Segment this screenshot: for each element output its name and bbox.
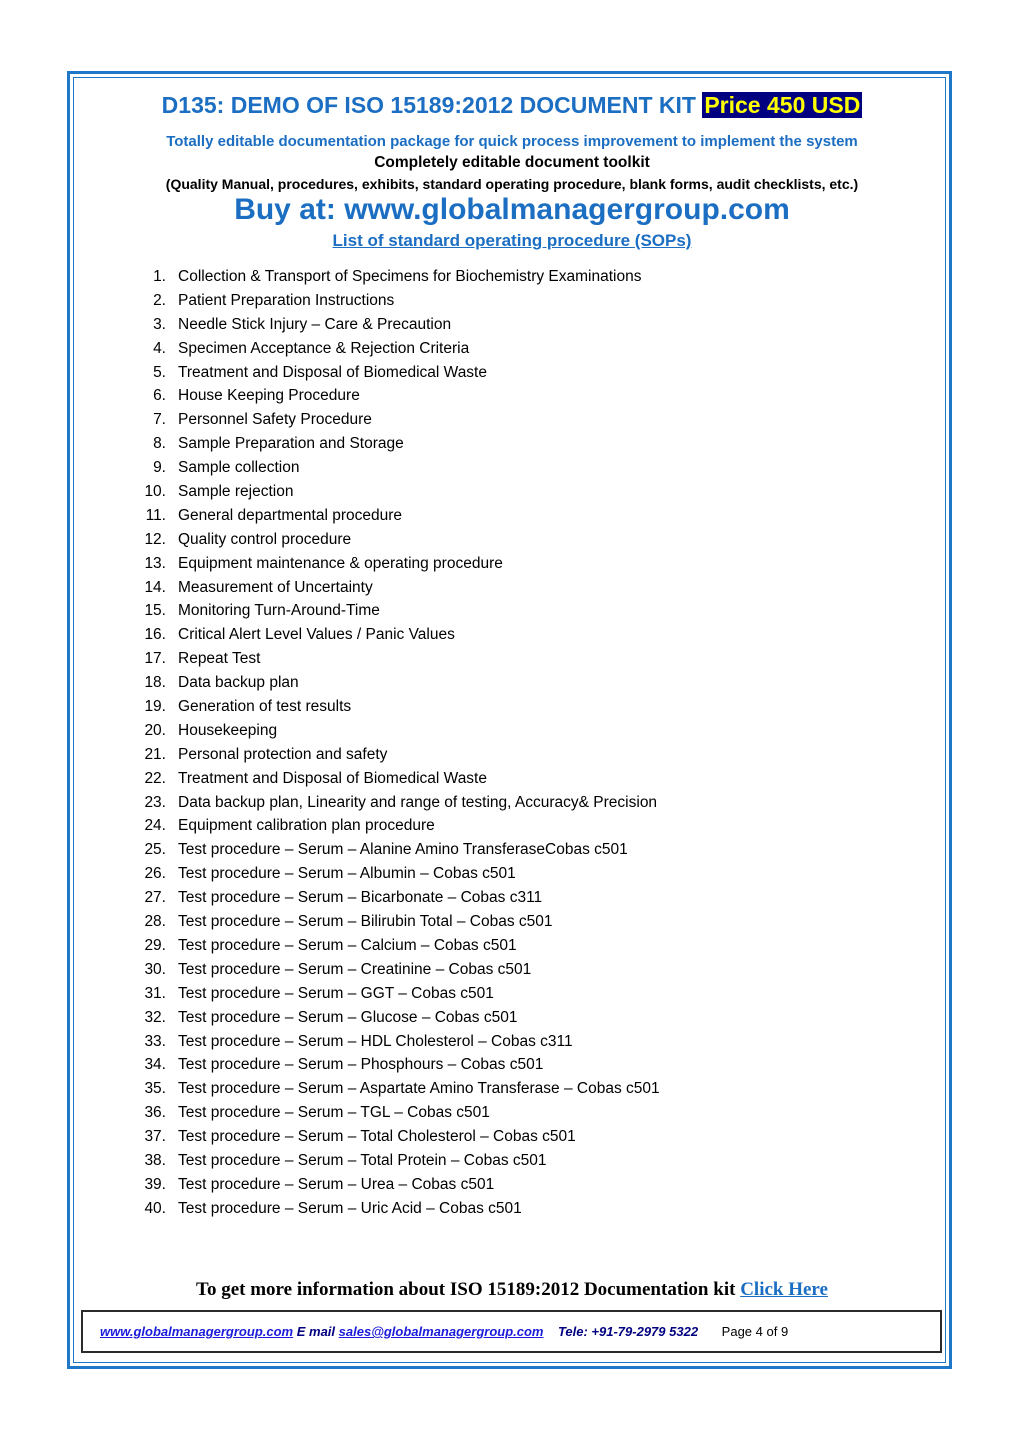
sop-number: 5. [153,363,166,381]
sop-number: 39. [144,1175,166,1193]
sop-list-item [130,1030,660,1054]
sop-number: 32. [144,1008,166,1026]
sop-list-item [130,1077,660,1101]
sop-title: Test procedure – Serum – Urea – Cobas c501 [178,1175,495,1193]
sop-number: 19. [144,698,166,716]
sop-title: Treatment and Disposal of Biomedical Waste [178,363,487,381]
page-title [0,92,1024,119]
sop-list-item [130,432,660,456]
sop-number: 23. [144,793,166,811]
sop-number: 12. [144,530,166,548]
more-info-line [0,1279,1024,1301]
sop-number: 34. [144,1056,166,1074]
sop-title: Data backup plan [178,674,299,692]
sop-title: Measurement of Uncertainty [178,578,373,596]
sop-list-item [130,552,660,576]
sop-number: 13. [144,554,166,572]
sop-list-item [130,838,660,862]
sop-list-item [130,528,660,552]
sop-title: Treatment and Disposal of Biomedical Waste [178,769,487,787]
sop-title: Test procedure – Serum – Alanine Amino TransferaseCobas c501 [178,841,628,859]
sop-title: General departmental procedure [178,506,403,524]
sop-number: 9. [153,459,166,477]
sop-list-item [130,408,660,432]
sop-number: 17. [144,650,166,668]
sop-title: Personal protection and safety [178,745,388,763]
sop-number: 6. [153,387,166,405]
sop-list-item [130,384,660,408]
footer-website-link[interactable]: www.globalmanagergroup.com [100,1324,294,1339]
subtitle-toolkit: Completely editable document toolkit [374,154,650,171]
sop-title: Equipment maintenance & operating procedure [178,554,503,572]
sop-title: Test procedure – Serum – Aspartate Amino Transferase – Cobas c501 [178,1080,660,1098]
sop-list-title[interactable]: List of standard operating procedure (SOPs) [332,231,692,250]
sop-title: Test procedure – Serum – Bicarbonate – Cobas c311 [178,889,543,907]
sop-list-item [130,910,660,934]
sop-number: 7. [153,411,166,429]
sop-number: 11. [145,506,166,524]
page-number: Page 4 of 9 [721,1324,789,1339]
sop-number: 8. [153,435,166,453]
sop-list-item [130,767,660,791]
footer-email-link[interactable]: sales@globalmanagergroup.com [338,1324,544,1339]
sop-number: 1. [153,268,166,285]
sop-number: 10. [144,483,166,501]
sop-title: Test procedure – Serum – Calcium – Cobas c501 [178,936,517,954]
sop-number: 15. [144,602,166,620]
sop-list-item [130,695,660,719]
sop-title: Test procedure – Serum – TGL – Cobas c501 [178,1104,490,1122]
sop-number: 35. [144,1080,166,1098]
sop-list-item [130,1197,660,1221]
sop-number: 31. [144,984,166,1002]
sop-number: 3. [153,315,166,333]
sop-list-item [130,719,660,743]
sop-list-item [130,743,660,767]
sop-title: Test procedure – Serum – Total Protein – Cobas c501 [178,1151,547,1169]
sop-title: Test procedure – Serum – Total Cholesterol – Cobas c501 [178,1128,576,1146]
sop-number: 16. [144,626,166,644]
sop-list-item [130,791,660,815]
sop-number: 36. [144,1104,166,1122]
sop-title: Quality control procedure [178,530,352,548]
sop-number: 38. [144,1151,166,1169]
sop-title: Equipment calibration plan procedure [178,817,435,835]
sop-list-item [130,1149,660,1173]
sop-number: 25. [144,841,166,859]
sop-title: Sample collection [178,459,300,477]
sop-list-item [130,576,660,600]
sop-list [130,265,660,1221]
sop-list-item [130,958,660,982]
sop-list-item [130,1006,660,1030]
more-info-text: To get more information about ISO 15189:2012 Documentation kit [196,1279,736,1300]
footer-email-label: E mail [296,1324,336,1339]
sop-list-item [130,862,660,886]
footer [100,1324,788,1339]
sop-list-item [130,647,660,671]
sop-title: Test procedure – Serum – HDL Cholesterol – Cobas c311 [178,1032,573,1050]
title-text: D135: DEMO OF ISO 15189:2012 DOCUMENT KIT [161,92,696,118]
sop-list-item [130,814,660,838]
sop-number: 29. [144,936,166,954]
buy-link[interactable]: Buy at: www.globalmanagergroup.com [234,193,790,226]
subtitle-contents: (Quality Manual, procedures, exhibits, standard operating procedure, blank forms, audit checklists, etc.) [165,176,859,192]
sop-number: 20. [144,721,166,739]
price-badge: Price 450 USD [704,92,861,118]
sop-list-item [130,671,660,695]
sop-list-item [130,934,660,958]
sop-list-item [130,982,660,1006]
sop-number: 2. [153,291,166,309]
sop-list-item [130,480,660,504]
sop-number: 4. [153,339,166,357]
sop-title: Critical Alert Level Values / Panic Values [178,626,455,644]
sop-list-item [130,1053,660,1077]
sop-title: Test procedure – Serum – Glucose – Cobas c501 [178,1008,518,1026]
sop-list-item [130,1173,660,1197]
sop-list-item [130,886,660,910]
sop-title: Test procedure – Serum – Creatinine – Cobas c501 [178,960,532,978]
sop-title: Test procedure – Serum – GGT – Cobas c501 [178,984,494,1002]
sop-number: 22. [144,769,166,787]
sop-list-item [130,599,660,623]
sop-title: Housekeeping [178,721,278,739]
sop-title: Patient Preparation Instructions [178,291,395,309]
footer-tele: Tele: +91-79-2979 5322 [557,1324,699,1339]
sop-number: 26. [144,865,166,883]
sop-number: 33. [144,1032,166,1050]
sop-list-item [130,289,660,313]
sop-list-item [130,623,660,647]
sop-number: 21. [144,745,166,763]
sop-list-item [130,504,660,528]
sop-number: 40. [144,1199,166,1217]
sop-title: Specimen Acceptance & Rejection Criteria [178,339,470,357]
sop-list-item [130,313,660,337]
sop-list-item [130,337,660,361]
sop-title: Sample Preparation and Storage [178,435,404,453]
sop-title: Test procedure – Serum – Bilirubin Total – Cobas c501 [178,913,553,931]
sop-list-item [130,1101,660,1125]
sop-number: 28. [144,913,166,931]
sop-title: Sample rejection [178,483,294,501]
subtitle-editable-package: Totally editable documentation package for quick process improvement to implement the system [166,133,858,150]
sop-title: Needle Stick Injury – Care & Precaution [178,315,452,333]
sop-title: House Keeping Procedure [178,387,360,405]
sop-number: 14. [144,578,166,596]
sop-number: 18. [144,674,166,692]
sop-title: Personnel Safety Procedure [178,411,372,429]
sop-number: 30. [144,960,166,978]
click-here-link[interactable]: Click Here [740,1279,828,1300]
sop-title: Test procedure – Serum – Phosphours – Cobas c501 [178,1056,544,1074]
sop-number: 37. [144,1128,166,1146]
sop-number: 24. [144,817,166,835]
sop-title: Generation of test results [178,698,352,716]
sop-title: Collection & Transport of Specimens for Biochemistry Examinations [178,268,642,285]
sop-number: 27. [144,889,166,907]
sop-title: Test procedure – Serum – Albumin – Cobas c501 [178,865,516,883]
sop-list-item [130,456,660,480]
sop-list-item [130,265,660,289]
sop-title: Repeat Test [178,650,261,668]
sop-title: Data backup plan, Linearity and range of testing, Accuracy& Precision [178,793,658,811]
sop-title: Monitoring Turn-Around-Time [178,602,380,620]
sop-list-item [130,361,660,385]
sop-title: Test procedure – Serum – Uric Acid – Cobas c501 [178,1199,522,1217]
sop-list-item [130,1125,660,1149]
